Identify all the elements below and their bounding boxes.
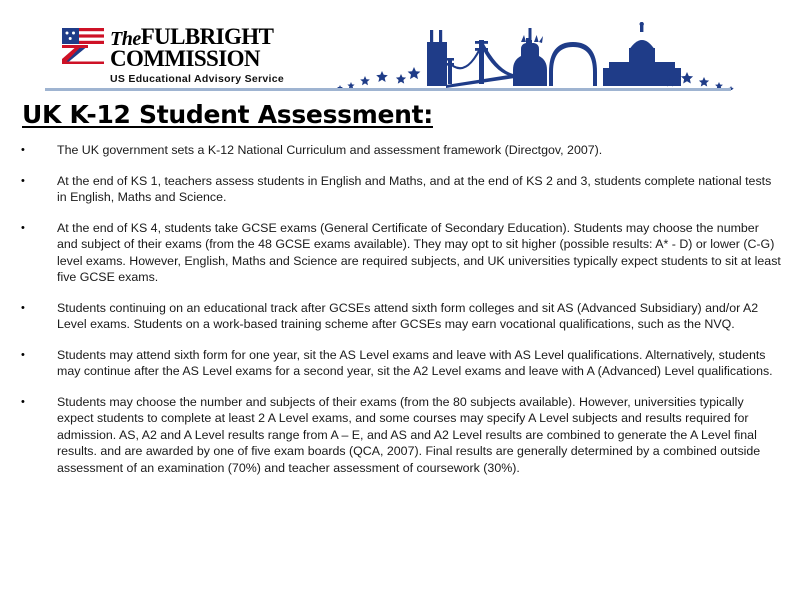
bullet-marker-icon: •	[21, 221, 25, 234]
bullet-text: Students continuing on an educational track after GCSEs attend sixth form colleges and sit AS (Advanced Subsidiary) and/or A2 Level exams. Students on a work-based training scheme after GCSEs may earn vocational qualifications, such as the NVQ.	[57, 300, 759, 331]
bullet-marker-icon: •	[21, 301, 25, 314]
logo-tagline: US Educational Advisory Service	[110, 73, 285, 86]
us-uk-flag-emblem-icon	[62, 28, 104, 64]
logo-fulbright-word: FULBRIGHT	[140, 24, 274, 49]
list-item	[18, 300, 782, 333]
bullet-marker-icon: •	[21, 395, 25, 408]
bullet-marker-icon: •	[21, 348, 25, 361]
us-landmarks-skyline-icon	[335, 22, 735, 90]
logo-wordmark	[110, 26, 284, 85]
logo-commission-word: COMMISSION	[110, 46, 260, 72]
header-divider-rule	[45, 88, 731, 91]
bullet-marker-icon: •	[21, 174, 25, 187]
list-item	[18, 142, 782, 159]
bullet-text: At the end of KS 1, teachers assess students in English and Maths, and at the end of KS 2 and 3, students complete national tests in English, Maths and Science.	[57, 173, 772, 204]
bullet-text: Students may choose the number and subjects of their exams (from the 80 subjects available). However, universities typically expect students to complete at least 2 A Level exams, and some courses may specify A Level subjects and results required for admission. AS, A2 and A Level results range from A – E, and AS and A2 Level results are combined to generate the A Level final results. and are awarded by one of five exam boards (QCA, 2007). Final results are generally determined by a combined outside assessment of an examination (70%) and teacher assessment of coursework (30%).	[57, 394, 761, 475]
list-item	[18, 173, 782, 206]
bullet-text: The UK government sets a K-12 National Curriculum and assessment framework (Directgov, 2007).	[57, 143, 603, 157]
list-item	[18, 347, 782, 380]
list-item	[18, 394, 782, 477]
fulbright-commission-logo	[62, 26, 284, 85]
bullet-text: At the end of KS 4, students take GCSE exams (General Certificate of Secondary Education). Students may choose the number and subject of their exams (from the 48 GCSE exams available). They may opt to sit higher (possible results: A* - D) or lower (C-G) level exams. However, English, Maths and Science are required subjects, and UK universities typically expect students to sit at least five GCSE exams.	[57, 220, 781, 284]
content-bullet-list	[18, 142, 782, 490]
bullet-marker-icon: •	[21, 144, 25, 156]
bullet-text: Students may attend sixth form for one year, sit the AS Level exams and leave with AS Level qualifications. Alternatively, students may continue after the AS Level exams for a second year, sit the A2 Level exams and leave with A (Advanced) Level qualifications.	[57, 347, 773, 378]
logo-the-word: The	[110, 28, 141, 50]
list-item	[18, 220, 782, 286]
slide-header	[0, 0, 800, 92]
page-title: UK K-12 Student Assessment:	[22, 100, 433, 129]
